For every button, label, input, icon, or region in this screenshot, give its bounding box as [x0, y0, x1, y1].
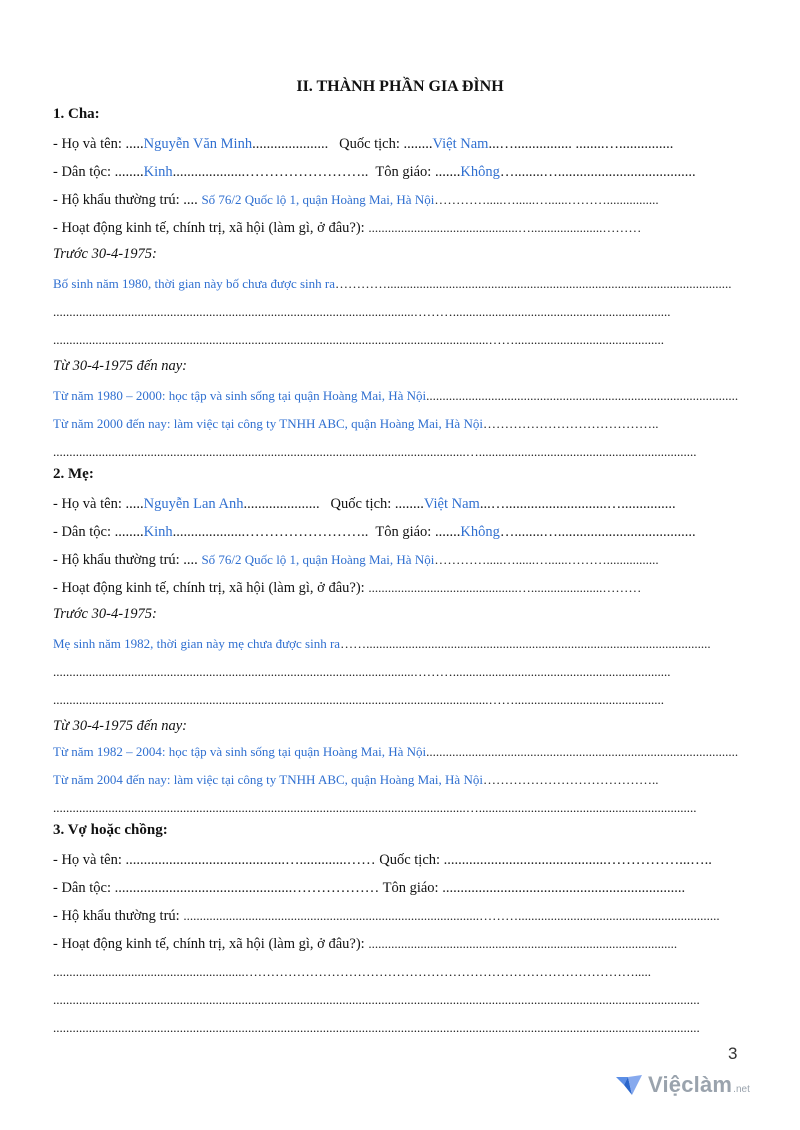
- residence-label: - Hộ khẩu thường trú: ....: [53, 552, 202, 568]
- residence-label: - Hộ khẩu thường trú: ....: [53, 192, 202, 208]
- residence-label: - Hộ khẩu thường trú:: [53, 908, 184, 924]
- nationality-label: Quốc tịch: ........: [330, 496, 424, 512]
- mother-ethnicity-value: Kinh: [143, 524, 173, 540]
- father-after-row-2: Từ năm 2000 đến nay: làm việc tại công ty TNHH ABC, quận Hoàng Mai, Hà Nội…………………………………..: [53, 416, 659, 431]
- blank-line: ...............................................................................................................………...................................................................: [53, 304, 671, 319]
- mother-before-value: Mẹ sinh năm 1982, thời gian này mẹ chưa được sinh ra: [53, 636, 341, 651]
- name-label: - Họ và tên: .....: [53, 136, 144, 152]
- religion-label: Tôn giáo:: [382, 880, 443, 896]
- father-before-value: Bố sinh năm 1980, thời gian này bố chưa được sinh ra: [53, 276, 336, 291]
- activity-label: - Hoạt động kinh tế, chính trị, xã hội (làm gì, ở đâu?):: [53, 220, 369, 236]
- father-before-label: Trước 30-4-1975:: [53, 246, 157, 262]
- father-residence-row: - Hộ khẩu thường trú: .... Số 76/2 Quốc lộ 1, quận Hoàng Mai, Hà Nội………….....…......…......………................: [53, 192, 659, 208]
- activity-label: - Hoạt động kinh tế, chính trị, xã hội (làm gì, ở đâu?):: [53, 936, 369, 952]
- father-name-row: - Họ và tên: .....Nguyễn Văn Minh..................... Quốc tịch: ........Việt Nam...…................ ........…...............: [53, 136, 674, 152]
- mother-after-value-1: Từ năm 1982 – 2004: học tập và sinh sống tại quận Hoàng Mai, Hà Nội: [53, 744, 427, 759]
- blank-line: ......................................................................................................................................……..............................................: [53, 332, 664, 347]
- blank-line: .......................................................................................................................................................................................................: [53, 992, 700, 1007]
- father-heading: 1. Cha:: [53, 106, 100, 122]
- father-ethnicity-row: - Dân tộc: ........Kinh....................…………………….. Tôn giáo: .......Không…........…......................................: [53, 164, 696, 180]
- mother-after-row-1: Từ năm 1982 – 2004: học tập và sinh sống tại quận Hoàng Mai, Hà Nội................................................................................................: [53, 744, 738, 759]
- mother-activity-row: - Hoạt động kinh tế, chính trị, xã hội (làm gì, ở đâu?): ..............................................…......................………: [53, 580, 642, 596]
- religion-label: Tôn giáo: .......: [375, 524, 461, 540]
- nationality-label: Quốc tịch:: [379, 852, 444, 868]
- father-religion-value: Không: [460, 164, 500, 180]
- father-nationality-value: Việt Nam: [432, 136, 489, 152]
- mother-after-label: Từ 30-4-1975 đến nay:: [53, 718, 187, 734]
- father-before-row: Bố sinh năm 1980, thời gian này bố chưa được sinh ra…………..........................................................................................................: [53, 276, 732, 291]
- mother-nationality-value: Việt Nam: [423, 496, 480, 512]
- blank-line: ......................................................................................................................................……..............................................: [53, 692, 664, 707]
- spouse-ethnicity-row: - Dân tộc: .................................................……………… Tôn giáo: ...................................................................: [53, 880, 686, 896]
- watermark-brand: Việclàm: [648, 1072, 733, 1097]
- blank-line: ...............................................................................................................………...................................................................: [53, 664, 671, 679]
- father-after-value-2: Từ năm 2000 đến nay: làm việc tại công ty TNHH ABC, quận Hoàng Mai, Hà Nội: [53, 416, 483, 431]
- mother-after-value-2: Từ năm 2004 đến nay: làm việc tại công ty TNHH ABC, quận Hoàng Mai, Hà Nội: [53, 772, 483, 787]
- father-activity-row: - Hoạt động kinh tế, chính trị, xã hội (làm gì, ở đâu?): ..............................................…......................………: [53, 220, 642, 236]
- mother-ethnicity-row: - Dân tộc: ........Kinh....................…………………….. Tôn giáo: .......Không…........…......................................: [53, 524, 696, 540]
- blank-line: .......................................................................................................................................................................................................: [53, 1020, 700, 1035]
- father-residence-value: Số 76/2 Quốc lộ 1, quận Hoàng Mai, Hà Nội: [201, 192, 435, 207]
- mother-residence-value: Số 76/2 Quốc lộ 1, quận Hoàng Mai, Hà Nội: [201, 552, 435, 567]
- ethnicity-label: - Dân tộc:: [53, 880, 115, 896]
- name-label: - Họ và tên:: [53, 852, 126, 868]
- mother-residence-row: - Hộ khẩu thường trú: .... Số 76/2 Quốc lộ 1, quận Hoàng Mai, Hà Nội………….....…......…......………................: [53, 552, 659, 568]
- spouse-name-row: - Họ và tên: ............................................….............…… Quốc tịch: .............................................……………...…..: [53, 852, 712, 868]
- father-after-label: Từ 30-4-1975 đến nay:: [53, 358, 187, 374]
- watermark: [614, 1072, 750, 1098]
- name-label: - Họ và tên: .....: [53, 496, 144, 512]
- mother-name-row: - Họ và tên: .....Nguyễn Lan Anh..................... Quốc tịch: ........Việt Nam...…............................…...............: [53, 496, 676, 512]
- mother-religion-value: Không: [460, 524, 500, 540]
- section-title: II. THÀNH PHẦN GIA ĐÌNH: [296, 78, 504, 95]
- father-ethnicity-value: Kinh: [143, 164, 173, 180]
- ethnicity-label: - Dân tộc: ........: [53, 164, 144, 180]
- blank-line: ...........................................................……………………………………………………………………………….....: [53, 964, 651, 979]
- watermark-suffix: .net: [733, 1083, 750, 1095]
- religion-label: Tôn giáo: .......: [375, 164, 461, 180]
- father-name-value: Nguyễn Văn Minh: [143, 136, 253, 152]
- father-after-row-1: Từ năm 1980 – 2000: học tập và sinh sống tại quận Hoàng Mai, Hà Nội................................................................................................: [53, 388, 738, 403]
- vieclam-logo-icon: [614, 1073, 644, 1097]
- mother-before-row: Mẹ sinh năm 1982, thời gian này mẹ chưa được sinh ra……..........................................................................................................: [53, 636, 711, 651]
- father-after-value-1: Từ năm 1980 – 2000: học tập và sinh sống tại quận Hoàng Mai, Hà Nội: [53, 388, 427, 403]
- activity-label: - Hoạt động kinh tế, chính trị, xã hội (làm gì, ở đâu?):: [53, 580, 369, 596]
- spouse-activity-row: - Hoạt động kinh tế, chính trị, xã hội (làm gì, ở đâu?): ...............................................................................................: [53, 936, 678, 952]
- mother-heading: 2. Mẹ:: [53, 466, 94, 482]
- nationality-label: Quốc tịch: ........: [339, 136, 433, 152]
- page-number: 3: [728, 1044, 738, 1063]
- spouse-heading: 3. Vợ hoặc chồng:: [53, 822, 168, 838]
- spouse-residence-row: - Hộ khẩu thường trú: ...........................................................................................………..............................................................: [53, 908, 720, 924]
- mother-after-row-2: Từ năm 2004 đến nay: làm việc tại công ty TNHH ABC, quận Hoàng Mai, Hà Nội…………………………………..: [53, 772, 659, 787]
- mother-name-value: Nguyễn Lan Anh: [143, 496, 244, 512]
- blank-line: ...............................................................................................................................…...................................................................: [53, 444, 697, 459]
- ethnicity-label: - Dân tộc: ........: [53, 524, 144, 540]
- blank-line: ...............................................................................................................................…...................................................................: [53, 800, 697, 815]
- mother-before-label: Trước 30-4-1975:: [53, 606, 157, 622]
